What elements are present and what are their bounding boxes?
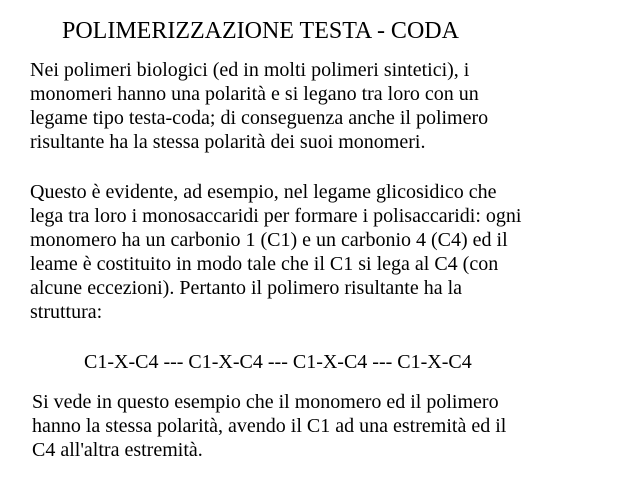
paragraph-line: monomeri hanno una polarità e si legano tra loro con un [30,83,479,105]
paragraph-line: C4 all'altra estremità. [32,439,203,461]
paragraph-line: struttura: [30,301,103,323]
paragraph-line: Nei polimeri biologici (ed in molti polimeri sintetici), i [30,59,470,81]
slide-title: POLIMERIZZAZIONE TESTA - CODA [62,18,459,44]
paragraph-line: Questo è evidente, ad esempio, nel legame glicosidico che [30,181,497,203]
paragraph-line: monomero ha un carbonio 1 (C1) e un carbonio 4 (C4) ed il [30,229,508,251]
paragraph-intro [30,58,488,154]
paragraph-line: legame tipo testa-coda; di conseguenza anche il polimero [30,107,489,129]
paragraph-example [30,180,521,324]
paragraph-line: Si vede in questo esempio che il monomero ed il polimero [32,391,499,413]
paragraph-line: alcune eccezioni). Pertanto il polimero risultante ha la [30,277,463,299]
paragraph-line: lega tra loro i monosaccaridi per formare i polisaccaridi: ogni [30,205,522,227]
polymer-structure-formula: C1-X-C4 --- C1-X-C4 --- C1-X-C4 --- C1-X-C4 [84,351,472,373]
paragraph-line: hanno la stessa polarità, avendo il C1 ad una estremità ed il [32,415,507,437]
paragraph-line: risultante ha la stessa polarità dei suoi monomeri. [30,131,426,153]
paragraph-line: leame è costituito in modo tale che il C1 si lega al C4 (con [30,253,499,275]
paragraph-conclusion [32,390,506,462]
